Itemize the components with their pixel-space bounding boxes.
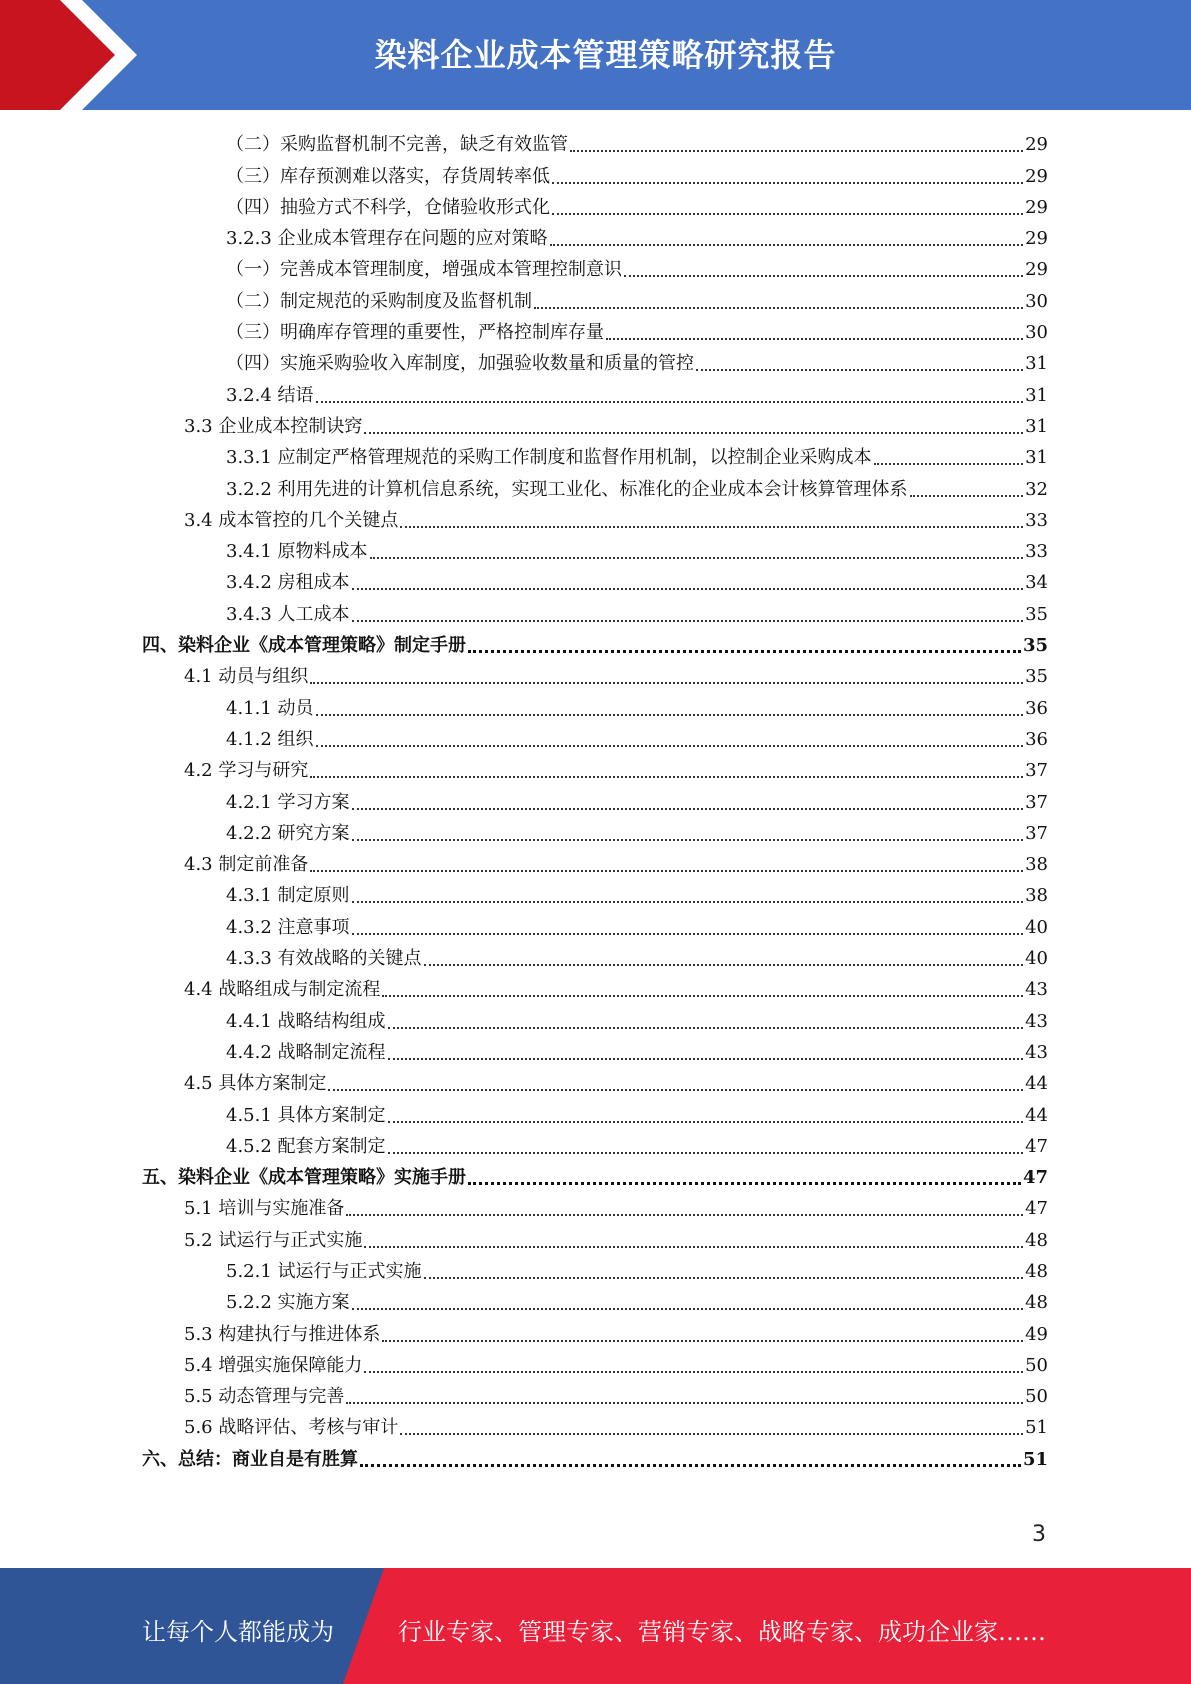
toc-entry-title: 4.4 战略组成与制定流程: [184, 979, 381, 1001]
toc-entry-title: （二）制定规范的采购制度及监督机制: [226, 290, 532, 312]
dot-leader: [328, 1079, 1023, 1091]
toc-entry[interactable]: [142, 1002, 1048, 1033]
toc-entry[interactable]: [142, 1284, 1048, 1315]
footer-slogan-right: 行业专家、管理专家、营销专家、战略专家、成功企业家……: [398, 1618, 1046, 1646]
dot-leader: [552, 203, 1023, 215]
toc-entry-page: 38: [1025, 854, 1048, 876]
toc-entry-page: 44: [1025, 1073, 1048, 1095]
toc-entry-title: 4.2.2 研究方案: [226, 822, 350, 844]
toc-entry-title: 4.5.2 配套方案制定: [226, 1135, 386, 1157]
toc-entry[interactable]: [142, 1065, 1048, 1096]
toc-entry-page: 34: [1025, 572, 1048, 594]
dot-leader: [696, 359, 1023, 371]
toc-entry[interactable]: [142, 908, 1048, 939]
dot-leader: [352, 610, 1024, 622]
toc-entry-page: 36: [1025, 728, 1048, 750]
toc-entry-title: 3.4.2 房租成本: [226, 572, 350, 594]
dot-leader: [382, 985, 1023, 997]
toc-entry[interactable]: [142, 1190, 1048, 1221]
dot-leader: [310, 860, 1023, 872]
toc-entry[interactable]: [142, 345, 1048, 376]
toc-entry[interactable]: [142, 877, 1048, 908]
toc-entry[interactable]: [142, 1378, 1048, 1409]
toc-entry[interactable]: [142, 1159, 1048, 1190]
dot-leader: [550, 234, 1024, 246]
toc-entry-page: 35: [1022, 635, 1048, 657]
toc-entry[interactable]: [142, 470, 1048, 501]
toc-entry-page: 51: [1025, 1417, 1048, 1439]
toc-entry[interactable]: [142, 502, 1048, 533]
toc-entry[interactable]: [142, 658, 1048, 689]
dot-leader: [364, 422, 1023, 434]
toc-entry[interactable]: [142, 846, 1048, 877]
dot-leader: [352, 829, 1024, 841]
dot-leader: [468, 1172, 1021, 1185]
toc-entry-title: 六、总结：商业自是有胜算: [142, 1448, 358, 1470]
toc-entry[interactable]: [142, 251, 1048, 282]
toc-entry-title: （四）实施采购验收入库制度，加强验收数量和质量的管控: [226, 353, 694, 375]
toc-entry-page: 31: [1025, 353, 1048, 375]
toc-entry-page: 43: [1025, 1010, 1048, 1032]
toc-entry-title: 4.3.2 注意事项: [226, 916, 350, 938]
toc-entry-page: 37: [1025, 791, 1048, 813]
toc-entry[interactable]: [142, 439, 1048, 470]
toc-entry[interactable]: [142, 1253, 1048, 1284]
dot-leader: [346, 1392, 1023, 1404]
toc-entry-page: 33: [1025, 509, 1048, 531]
dot-leader: [388, 1142, 1024, 1154]
dot-leader: [400, 516, 1023, 528]
toc-entry-page: 30: [1025, 290, 1048, 312]
dot-leader: [388, 1048, 1024, 1060]
toc-entry[interactable]: [142, 157, 1048, 188]
dot-leader: [606, 328, 1023, 340]
toc-entry[interactable]: [142, 376, 1048, 407]
toc-entry[interactable]: [142, 314, 1048, 345]
toc-entry-page: 48: [1025, 1292, 1048, 1314]
toc-entry-title: 5.1 培训与实施准备: [184, 1198, 345, 1220]
dot-leader: [388, 1111, 1024, 1123]
dot-leader: [388, 1017, 1024, 1029]
header-band: [0, 0, 1191, 110]
dot-leader: [468, 640, 1021, 653]
toc-entry-title: 3.2.2 利用先进的计算机信息系统，实现工业化、标准化的企业成本会计核算管理体系: [226, 478, 908, 500]
dot-leader: [424, 1267, 1024, 1279]
toc-entry-page: 29: [1025, 259, 1048, 281]
toc-entry[interactable]: [142, 1440, 1048, 1471]
toc-entry-title: 4.1 动员与组织: [184, 666, 309, 688]
toc-entry-page: 51: [1022, 1448, 1048, 1470]
toc-entry-page: 35: [1025, 603, 1048, 625]
toc-entry-title: 4.5 具体方案制定: [184, 1073, 327, 1095]
toc-entry-title: 4.5.1 具体方案制定: [226, 1104, 386, 1126]
toc-entry[interactable]: [142, 1128, 1048, 1159]
toc-entry-page: 29: [1025, 134, 1048, 156]
toc-entry-page: 29: [1025, 228, 1048, 250]
dot-leader: [316, 704, 1024, 716]
toc-entry-title: 5.2.2 实施方案: [226, 1292, 350, 1314]
toc-entry-title: 3.4 成本管控的几个关键点: [184, 509, 399, 531]
toc-entry[interactable]: [142, 126, 1048, 157]
toc-entry-title: 3.2.3 企业成本管理存在问题的应对策略: [226, 228, 548, 250]
toc-entry-title: 4.4.2 战略制定流程: [226, 1041, 386, 1063]
toc-entry-page: 31: [1025, 415, 1048, 437]
toc-entry-page: 43: [1025, 1041, 1048, 1063]
toc-entry[interactable]: [142, 408, 1048, 439]
toc-entry-title: 5.4 增强实施保障能力: [184, 1354, 363, 1376]
toc-entry-title: 4.4.1 战略结构组成: [226, 1010, 386, 1032]
toc-entry[interactable]: [142, 627, 1048, 658]
toc-entry[interactable]: [142, 721, 1048, 752]
toc-entry-title: 4.1.2 组织: [226, 728, 314, 750]
toc-entry-page: 33: [1025, 541, 1048, 563]
toc-entry-page: 44: [1025, 1104, 1048, 1126]
toc-entry-title: （三）明确库存管理的重要性，严格控制库存量: [226, 322, 604, 344]
toc-entry[interactable]: [142, 1034, 1048, 1065]
toc-entry-title: 5.3 构建执行与推进体系: [184, 1323, 381, 1345]
dot-leader: [310, 672, 1023, 684]
dot-leader: [534, 297, 1023, 309]
dot-leader: [310, 766, 1023, 778]
toc-entry-title: 4.3.1 制定原则: [226, 885, 350, 907]
dot-leader: [352, 798, 1024, 810]
page-number: 3: [1032, 1522, 1046, 1547]
toc-entry-title: 3.3.1 应制定严格管理规范的采购工作制度和监督作用机制，以控制企业采购成本: [226, 447, 872, 469]
toc-entry-page: 37: [1025, 822, 1048, 844]
dot-leader: [346, 1204, 1023, 1216]
toc-entry-title: （四）抽验方式不科学，仓储验收形式化: [226, 196, 550, 218]
toc-entry-title: （一）完善成本管理制度，增强成本管理控制意识: [226, 259, 622, 281]
dot-leader: [874, 453, 1024, 465]
toc-entry[interactable]: [142, 533, 1048, 564]
dot-leader: [364, 1361, 1023, 1373]
toc-entry-page: 36: [1025, 697, 1048, 719]
toc-entry-page: 29: [1025, 165, 1048, 187]
dot-leader: [370, 547, 1024, 559]
toc-entry[interactable]: [142, 189, 1048, 220]
table-of-contents: [142, 126, 1048, 1472]
toc-entry[interactable]: [142, 1347, 1048, 1378]
footer-band: [0, 1568, 1191, 1684]
toc-entry[interactable]: [142, 220, 1048, 251]
toc-entry-title: （三）库存预测难以落实，存货周转率低: [226, 165, 550, 187]
toc-entry-title: 3.4.3 人工成本: [226, 603, 350, 625]
toc-entry[interactable]: [142, 1409, 1048, 1440]
dot-leader: [352, 578, 1024, 590]
toc-entry-title: 5.2.1 试运行与正式实施: [226, 1260, 422, 1282]
toc-entry[interactable]: [142, 689, 1048, 720]
toc-entry-page: 43: [1025, 979, 1048, 1001]
dot-leader: [382, 1330, 1023, 1342]
toc-entry-page: 31: [1025, 447, 1048, 469]
toc-entry-title: 3.2.4 结语: [226, 384, 314, 406]
dot-leader: [316, 735, 1024, 747]
toc-entry[interactable]: [142, 595, 1048, 626]
toc-entry-page: 30: [1025, 322, 1048, 344]
dot-leader: [624, 265, 1023, 277]
toc-entry-page: 47: [1025, 1198, 1048, 1220]
dot-leader: [352, 923, 1024, 935]
toc-entry-page: 48: [1025, 1229, 1048, 1251]
toc-entry[interactable]: [142, 783, 1048, 814]
dot-leader: [570, 140, 1023, 152]
toc-entry-page: 35: [1025, 666, 1048, 688]
toc-entry-title: 五、染料企业《成本管理策略》实施手册: [142, 1167, 466, 1189]
toc-entry-title: 4.2 学习与研究: [184, 760, 309, 782]
toc-entry-title: 5.2 试运行与正式实施: [184, 1229, 363, 1251]
toc-entry[interactable]: [142, 564, 1048, 595]
toc-entry-title: 4.3.3 有效战略的关键点: [226, 948, 422, 970]
toc-entry[interactable]: [142, 940, 1048, 971]
toc-entry-page: 49: [1025, 1323, 1048, 1345]
toc-entry-page: 40: [1025, 948, 1048, 970]
toc-entry-title: 3.3 企业成本控制诀窍: [184, 415, 363, 437]
toc-entry-title: 5.6 战略评估、考核与审计: [184, 1417, 399, 1439]
toc-entry[interactable]: [142, 1221, 1048, 1252]
dot-leader: [316, 391, 1024, 403]
toc-entry-page: 50: [1025, 1386, 1048, 1408]
dot-leader: [910, 485, 1024, 497]
toc-entry[interactable]: [142, 971, 1048, 1002]
toc-entry[interactable]: [142, 1315, 1048, 1346]
toc-entry-title: （二）采购监督机制不完善，缺乏有效监管: [226, 134, 568, 156]
document-title: 染料企业成本管理策略研究报告: [374, 36, 837, 74]
toc-entry-page: 29: [1025, 196, 1048, 218]
toc-entry-page: 47: [1022, 1167, 1048, 1189]
toc-entry-page: 37: [1025, 760, 1048, 782]
dot-leader: [400, 1423, 1023, 1435]
toc-entry-page: 32: [1025, 478, 1048, 500]
toc-entry-title: 3.4.1 原物料成本: [226, 541, 368, 563]
footer-slogan-left: 让每个人都能成为: [142, 1618, 334, 1646]
dot-leader: [552, 172, 1023, 184]
toc-entry-page: 38: [1025, 885, 1048, 907]
dot-leader: [364, 1236, 1023, 1248]
dot-leader: [424, 954, 1024, 966]
toc-entry[interactable]: [142, 815, 1048, 846]
toc-entry-title: 5.5 动态管理与完善: [184, 1386, 345, 1408]
toc-entry-title: 4.2.1 学习方案: [226, 791, 350, 813]
toc-entry-page: 40: [1025, 916, 1048, 938]
toc-entry[interactable]: [142, 1096, 1048, 1127]
toc-entry-page: 47: [1025, 1135, 1048, 1157]
toc-entry-page: 48: [1025, 1260, 1048, 1282]
toc-entry-page: 50: [1025, 1354, 1048, 1376]
dot-leader: [352, 1298, 1024, 1310]
toc-entry[interactable]: [142, 282, 1048, 313]
dot-leader: [360, 1454, 1021, 1467]
dot-leader: [352, 891, 1024, 903]
toc-entry-title: 四、染料企业《成本管理策略》制定手册: [142, 635, 466, 657]
toc-entry-page: 31: [1025, 384, 1048, 406]
toc-entry-title: 4.1.1 动员: [226, 697, 314, 719]
toc-entry[interactable]: [142, 752, 1048, 783]
toc-entry-title: 4.3 制定前准备: [184, 854, 309, 876]
